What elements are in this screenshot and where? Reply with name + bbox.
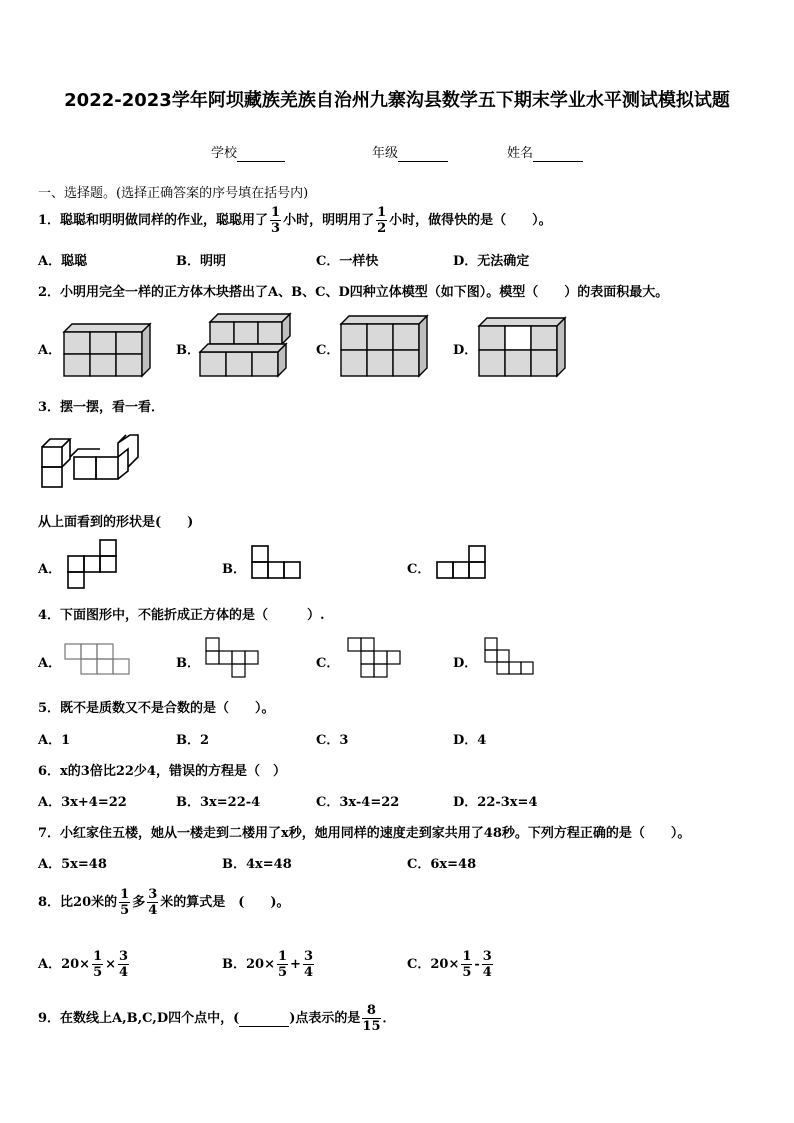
name-label: 姓名 (507, 146, 534, 161)
fraction: $\frac{3}{4}$ (119, 949, 129, 980)
q2-option-c[interactable]: C． (316, 343, 340, 358)
q3-option-a[interactable]: A． (38, 562, 62, 577)
grade-blank[interactable] (398, 146, 448, 162)
q1-option-a[interactable]: A．聪聪 (38, 254, 88, 269)
q1-text: 小时，明明用了 (283, 213, 375, 228)
block-model-d (477, 312, 573, 382)
q6-option-c[interactable]: C．3x-4=22 (316, 795, 400, 810)
q3-option-c[interactable]: C． (407, 562, 431, 577)
question-7: 7．小红家住五楼，她从一楼走到二楼用了x秒，她用同样的速度走到家共用了48秒。下列方程正确的是（ ）。 (38, 826, 691, 841)
q7-option-c[interactable]: C．6x=48 (407, 857, 477, 872)
q8-text: 8．比20米的 (38, 895, 118, 910)
question-8 (38, 888, 290, 917)
fraction: $\frac{1}{2}$ (377, 205, 387, 236)
page-title: 2022-2023学年阿坝藏族羌族自治州九寨沟县数学五下期末学业水平测试模拟试题 (64, 90, 730, 111)
q2-option-b[interactable]: B． (176, 343, 200, 358)
question-9 (38, 1004, 396, 1033)
net-b (205, 637, 265, 681)
q3-option-b[interactable]: B． (222, 562, 246, 577)
q9-text: ． (382, 1011, 396, 1026)
question-3: 3．摆一摆，看一看． (38, 400, 165, 415)
fraction: $\frac{1}{5}$ (462, 949, 472, 980)
block-model-a (62, 312, 158, 382)
section-heading: 一、选择题。(选择正确答案的序号填在括号内) (38, 186, 309, 201)
question-5: 5．既不是质数又不是合数的是（ ）。 (38, 701, 275, 716)
grade-label: 年级 (372, 146, 399, 161)
school-label: 学校 (211, 146, 238, 161)
question-6: 6．x的3倍比22少4，错误的方程是（ ） (38, 764, 286, 779)
question-4: 4．下面图形中，不能折成正方体的是（ ）. (38, 608, 325, 623)
name-field (507, 142, 583, 162)
q7-option-b[interactable]: B．4x=48 (222, 857, 292, 872)
fraction: $\frac{1}{5}$ (277, 949, 288, 980)
question-2: 2．小明用完全一样的正方体木块搭出了A、B、C、D四种立体模型（如下图）。模型（ ）的表面积最大。 (38, 285, 669, 300)
q1-option-b[interactable]: B．明明 (176, 254, 226, 269)
q5-option-a[interactable]: A．1 (38, 733, 71, 748)
q1-text: 小时，做得快的是（ ）。 (389, 213, 552, 228)
top-view-c (435, 545, 489, 579)
q1-text: 1．聪聪和明明做同样的作业，聪聪用了 (38, 213, 269, 228)
block-model-b (198, 312, 298, 382)
fraction: $\frac{8}{15}$ (362, 1003, 381, 1034)
name-blank[interactable] (533, 146, 583, 162)
q1-option-d[interactable]: D．无法确定 (453, 254, 530, 269)
net-d (484, 637, 536, 681)
q8-text: 多 (132, 895, 146, 910)
school-blank[interactable] (237, 146, 285, 162)
q4-option-a[interactable]: A． (38, 656, 62, 671)
top-view-a (66, 539, 120, 589)
q9-text: 9．在数线上A,B,C,D四个点中，( (38, 1011, 240, 1026)
net-c (347, 637, 403, 681)
q5-option-c[interactable]: C．3 (316, 733, 349, 748)
fraction: $\frac{1}{3}$ (271, 205, 281, 236)
top-view-b (250, 545, 304, 579)
q4-option-b[interactable]: B． (176, 656, 200, 671)
grade-field (372, 142, 448, 162)
cube-arrangement (40, 433, 140, 493)
q6-option-a[interactable]: A．3x+4=22 (38, 795, 127, 810)
q9-text: )点表示的是 (289, 1011, 361, 1026)
q8-option-a[interactable]: A．20× $\frac{1}{5}$ × $\frac{3}{4}$ (38, 949, 129, 980)
q9-answer-blank[interactable] (239, 1011, 289, 1027)
q8-text: 米的算式是 ( )。 (160, 895, 290, 910)
fraction: $\frac{1}{5}$ (120, 887, 130, 918)
fraction: $\frac{3}{4}$ (303, 949, 313, 980)
q4-option-c[interactable]: C． (316, 656, 340, 671)
q8-option-b[interactable]: B．20× $\frac{1}{5}$ + $\frac{3}{4}$ (222, 949, 313, 980)
q6-option-b[interactable]: B．3x=22-4 (176, 795, 261, 810)
q8-option-c[interactable]: C．20× $\frac{1}{5}$ - $\frac{3}{4}$ (407, 949, 492, 980)
q2-option-a[interactable]: A． (38, 343, 62, 358)
question-1 (38, 206, 552, 235)
fraction: $\frac{1}{5}$ (93, 949, 103, 980)
fraction: $\frac{3}{4}$ (148, 887, 158, 918)
q2-option-d[interactable]: D． (453, 343, 478, 358)
q7-option-a[interactable]: A．5x=48 (38, 857, 107, 872)
net-a (64, 643, 130, 677)
q4-option-d[interactable]: D． (453, 656, 478, 671)
block-model-c (339, 312, 435, 382)
q5-option-d[interactable]: D．4 (453, 733, 487, 748)
fraction: $\frac{3}{4}$ (482, 949, 492, 980)
q1-option-c[interactable]: C．一样快 (316, 254, 379, 269)
school-field (211, 142, 285, 162)
q3-prompt: 从上面看到的形状是( ) (38, 515, 194, 530)
q6-option-d[interactable]: D．22-3x=4 (453, 795, 538, 810)
q5-option-b[interactable]: B．2 (176, 733, 210, 748)
